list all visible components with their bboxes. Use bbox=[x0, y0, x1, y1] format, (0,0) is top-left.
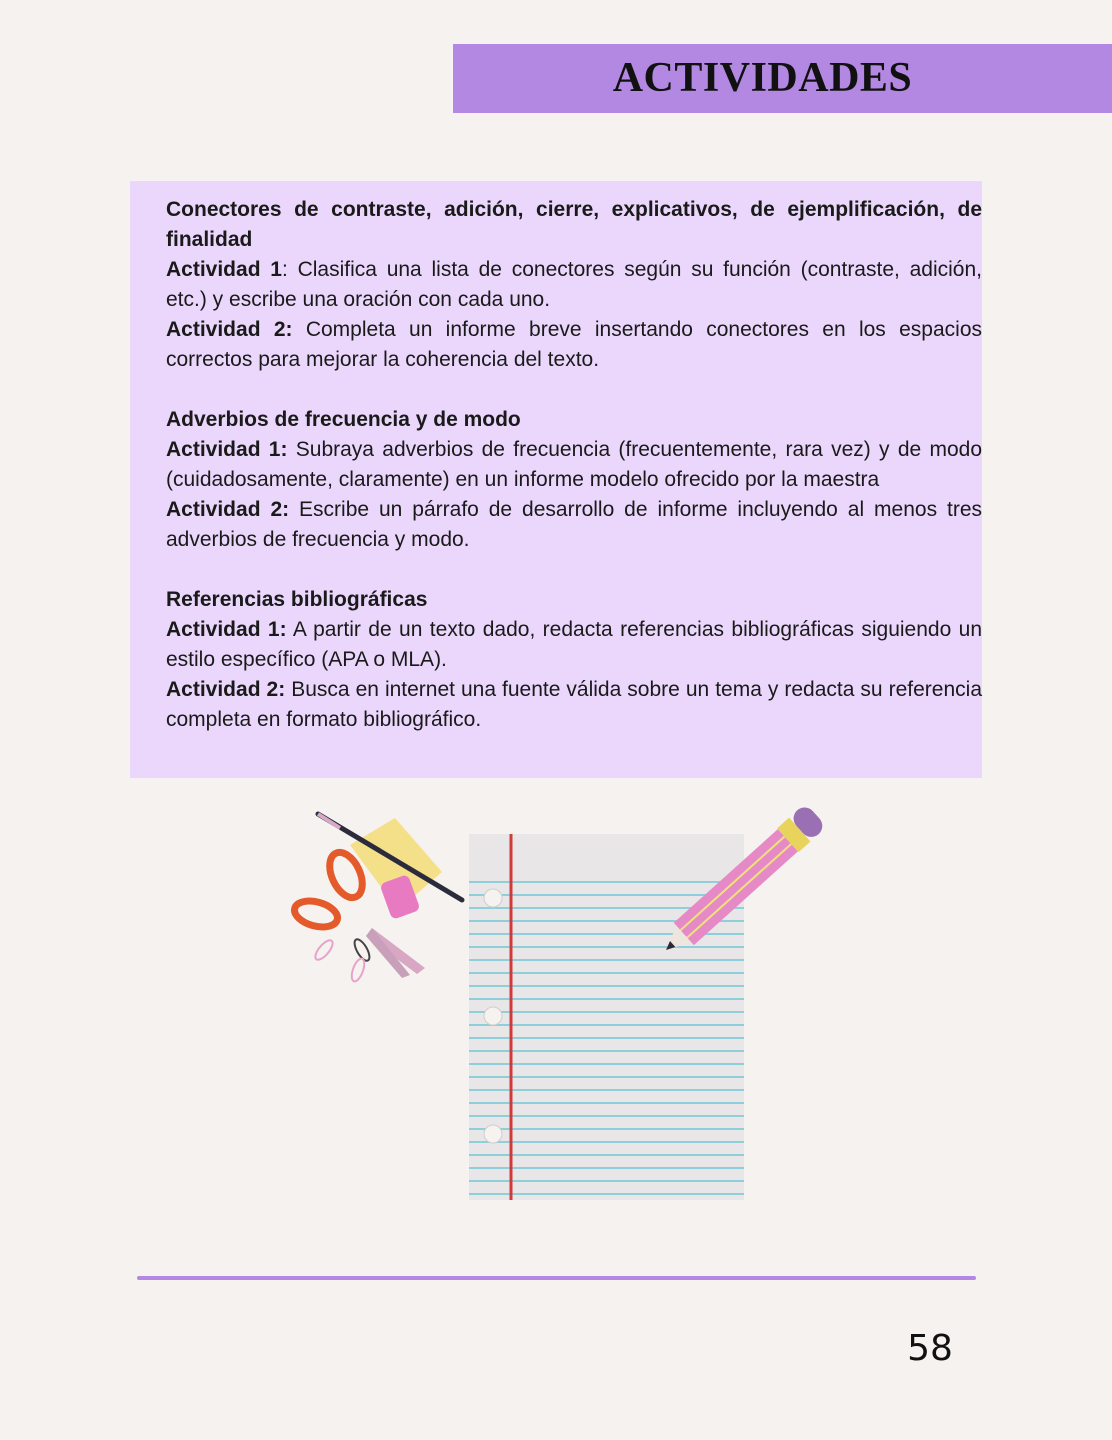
section-title: Referencias bibliográficas bbox=[166, 588, 428, 611]
activity-label: Actividad 1: bbox=[166, 618, 287, 641]
activity-separator: : bbox=[281, 258, 288, 281]
activity-label: Actividad 1 bbox=[166, 258, 282, 281]
activity-item bbox=[166, 495, 982, 555]
school-supplies-illustration bbox=[280, 790, 840, 1210]
activity-label: Actividad 2: bbox=[166, 498, 290, 521]
section-title: Adverbios de frecuencia y de modo bbox=[166, 408, 521, 431]
activity-text: Escribe un párrafo de desarrollo de informe incluyendo al menos tres adverbios de frecuencia y modo. bbox=[166, 498, 982, 551]
activity-item bbox=[166, 435, 982, 495]
activity-label: Actividad 1: bbox=[166, 438, 288, 461]
activity-text: Completa un informe breve insertando conectores en los espacios correctos para mejorar la coherencia del texto. bbox=[166, 318, 982, 371]
section-adverbs bbox=[166, 405, 982, 555]
activity-label: Actividad 2: bbox=[166, 678, 286, 701]
supplies-icon bbox=[292, 814, 462, 983]
activity-text: A partir de un texto dado, redacta referencias bibliográficas siguiendo un estilo específico (APA o MLA). bbox=[166, 618, 983, 671]
section-title: Conectores de contraste, adición, cierre, explicativos, de ejemplificación, de finalidad bbox=[166, 198, 982, 251]
page-number: 58 bbox=[907, 1328, 953, 1369]
activity-text: Clasifica una lista de conectores según su función (contraste, adición, etc.) y escribe una oración con cada uno. bbox=[166, 258, 982, 311]
activity-label: Actividad 2: bbox=[166, 318, 293, 341]
activity-item bbox=[166, 615, 982, 675]
activity-item bbox=[166, 255, 982, 315]
activity-text: Busca en internet una fuente válida sobre un tema y redacta su referencia completa en formato bibliográfico. bbox=[166, 678, 982, 731]
activities-box bbox=[130, 181, 982, 778]
title-banner bbox=[453, 44, 1112, 113]
activity-text: Subraya adverbios de frecuencia (frecuentemente, rara vez) y de modo (cuidadosamente, claramente) en un informe modelo ofrecido por la maestra bbox=[166, 438, 982, 491]
activity-item bbox=[166, 675, 982, 735]
footer-divider bbox=[137, 1276, 976, 1280]
activity-item bbox=[166, 315, 982, 375]
section-references bbox=[166, 585, 982, 735]
page-title: ACTIVIDADES bbox=[612, 55, 913, 101]
notebook-paper-icon bbox=[469, 834, 744, 1200]
section-connectors bbox=[166, 195, 982, 375]
